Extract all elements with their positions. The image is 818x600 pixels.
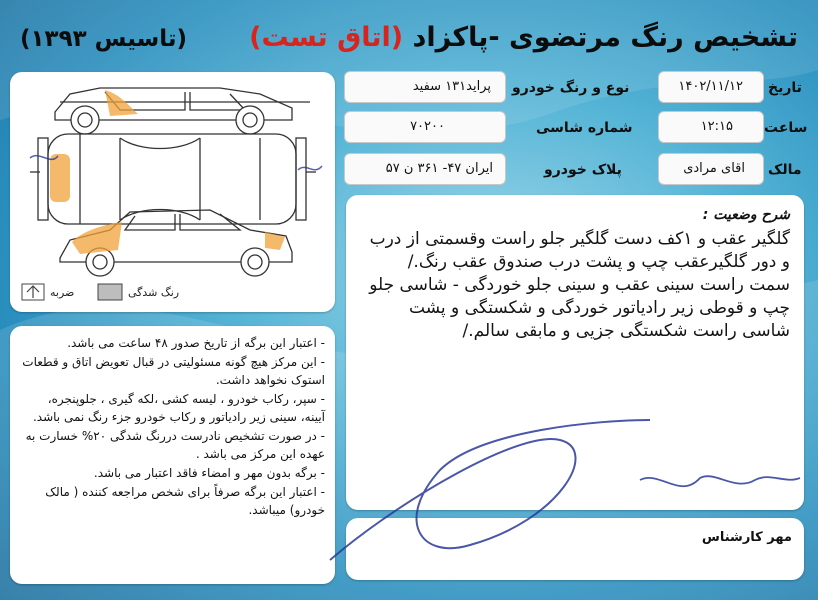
car-type-field (344, 71, 506, 103)
rule-item: - این مرکز هیچ گونه مسئولیتی در قبال تعویض اتاق و قطعات استوک نخواهد داشت. (22, 355, 325, 387)
description-line: گلگیر عقب و ۱کف دست گلگیر جلو راست وقسمتی از درب (369, 229, 790, 249)
owner-label: مالک (768, 162, 802, 178)
rule-item: - اعتبار این برگه از تاریخ صدور ۴۸ ساعت می باشد. (67, 336, 325, 350)
owner-value: اقای مرادی (683, 161, 745, 176)
description-text (360, 228, 790, 343)
description-line: سمت راست سینی عقب و سینی جلو خوردگی - شاسی جلو (369, 275, 790, 295)
stamp-panel (346, 518, 804, 580)
established-year: (تاسیس ۱۳۹۳) (20, 26, 187, 52)
car-diagram (10, 72, 335, 312)
description-title: شرح وضعیت : (702, 207, 790, 223)
paint-mark-rear-fender (105, 90, 138, 116)
plate-field (344, 153, 506, 185)
rule-item: - برگه بدون مهر و امضاء فاقد اعتبار می باشد. (93, 466, 325, 480)
date-field (658, 71, 764, 103)
description-line: شاسی راست شکستگی جزیی و مابقی سالم./ (462, 321, 790, 341)
rules-list (20, 334, 325, 520)
rule-item: - اعتبار این برگه صرفاً برای شخص مراجعه کننده ( مالک خودرو) میباشد. (45, 485, 325, 517)
car-side-top (55, 88, 310, 134)
arrow-up-icon (27, 286, 39, 298)
rule-item: - سپر، رکاب خودرو ، لیسه کشی ،لکه گیری ، جلوپنجره، آیینه، سینی زیر رادیاتور و رکاب خودرو جزء رنگ نمی باشد. (32, 392, 325, 424)
title-main: تشخیص رنگ مرتضوی -پاکزاد (412, 22, 798, 53)
description-line: چپ و قوطی زیر رادیاتور خوردگی و شکستگی و پشت (409, 298, 790, 318)
paint-legend-box (98, 284, 122, 300)
page-title (249, 22, 798, 53)
title-highlight: (اتاق تست) (249, 22, 404, 53)
dent-legend-label: ضربه (50, 286, 75, 299)
chassis-label: شماره شاسی (536, 120, 633, 136)
date-value: ۱۴۰۲/۱۱/۱۲ (678, 79, 743, 94)
paint-legend-label: رنگ شدگی (128, 286, 180, 299)
paint-mark-trunk (50, 154, 70, 202)
paint-mark-side (72, 222, 122, 254)
description-panel (346, 195, 804, 510)
plate-label: پلاک خودرو (544, 162, 622, 178)
date-label: تاریخ (768, 80, 802, 96)
car-type-value: پراید۱۳۱ سفید (412, 79, 491, 94)
time-label: ساعت (764, 120, 808, 136)
description-line: و دور گلگیرعقب چپ و پشت درب صندوق عقب رنگ./ (407, 252, 790, 272)
chassis-value: ۷۰۲۰۰ (410, 119, 445, 134)
plate-value: ایران ۴۷- ۳۶۱ ن ۵۷ (385, 161, 493, 176)
chassis-field (344, 111, 506, 143)
header (20, 22, 798, 66)
stamp-label: مهر کارشناس (701, 530, 792, 545)
rule-item: - در صورت تشخیص نادرست دررنگ شدگی ۲۰% خسارت به عهده این مرکز می باشد . (25, 429, 325, 461)
car-diagram-panel (10, 72, 335, 312)
owner-field (658, 153, 764, 185)
rules-panel (10, 326, 335, 584)
time-field (658, 111, 764, 143)
time-value: ۱۲:۱۵ (700, 119, 733, 134)
car-type-label: نوع و رنگ خودرو (512, 80, 630, 96)
